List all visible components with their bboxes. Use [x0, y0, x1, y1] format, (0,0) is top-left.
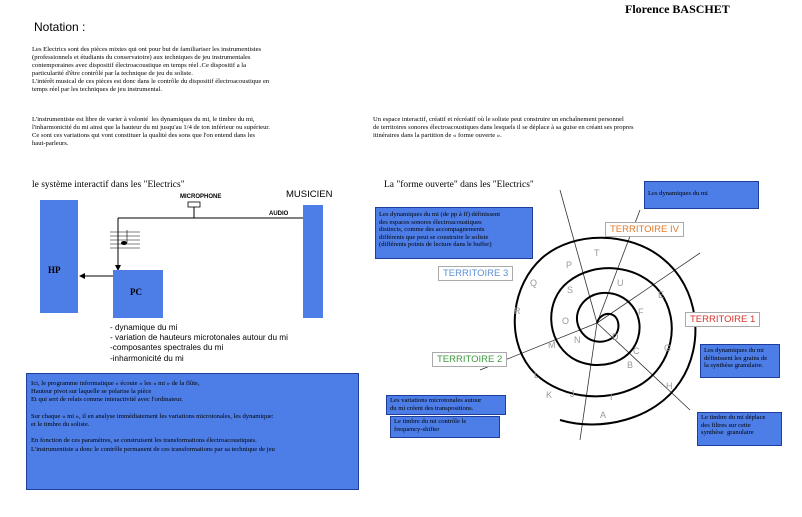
letter-a: A	[600, 410, 607, 420]
letter-l: L	[534, 370, 540, 380]
dynamics-box-top-left: Les dynamiques du mi (de pp à ff) définissent des espaces sonores électroacoustiques distincts, comme des accompagnements différents que peut se construire le soliste (différents points de lecture dans le buffer)	[375, 207, 533, 259]
letter-i: I	[610, 392, 613, 402]
notation-heading: Notation :	[34, 20, 86, 34]
musicien-label: MUSICIEN	[286, 189, 333, 200]
letter-f: F	[638, 307, 644, 317]
instrumentist-paragraph: L'instrumentiste est libre de varier à volonté les dynamiques du mi, le timbre du mi, l'inharmonicité du mi ainsi que la hauteur du mi jusqu'au 1/4 de ton inférieur ou supérieur. Ce sont ces variations qui vont constituer la qualité des sons que l'on entend dans les haut-parleurs.	[32, 116, 270, 148]
letter-d: D	[612, 332, 619, 342]
microphone-label: MICROPHONE	[180, 194, 222, 200]
granular-grains-box: Les dynamiques du mi définissent les grains de la synthèse granulaire.	[700, 344, 780, 378]
program-description-box: Ici, le programme informatique « écoute » les « mi » de la flûte, Hauteur pivot sur laquelle se polarise la pièce Et qui sert de relais comme interactivité avec l'ordinateur. Sur chaque « mi », il en analyse immédiatement les variations microtonales, les dynamique: et le timbre du soliste. En fonction de ces paramètres, se construisent les transformations électroacoustiques. L'instrumentiste a donc le contrôle permanent de ces transformations par sa technique de jeu	[26, 373, 359, 490]
letter-r: R	[514, 306, 521, 316]
letter-n: N	[574, 335, 581, 345]
letter-e: E	[658, 290, 665, 300]
letter-o: O	[562, 316, 570, 326]
letter-k: K	[546, 390, 553, 400]
letter-p: P	[566, 260, 573, 270]
audio-label: AUDIO	[269, 211, 289, 217]
letter-c: C	[633, 346, 640, 356]
letter-j: J	[570, 389, 575, 399]
territory-1-label: TERRITOIRE 1	[685, 312, 760, 327]
pc-label: PC	[130, 287, 142, 297]
frequency-shifter-box: Le timbre du mi contrôle le frequency-shifter	[390, 416, 500, 438]
filters-box: Le timbre du mi déplace des filtres sur cette synthèse granulaire	[697, 412, 782, 446]
letter-t: T	[594, 248, 600, 258]
open-form-title: La "forme ouverte" dans les "Electrics"	[384, 180, 534, 190]
letter-q: Q	[530, 278, 538, 288]
letter-s: S	[567, 285, 574, 295]
dynamics-box-top-right: Les dynamiques du mi	[644, 181, 759, 209]
territory-3-label: TERRITOIRE 3	[438, 266, 513, 281]
territory-2-label: TERRITOIRE 2	[432, 352, 507, 367]
letter-b: B	[627, 360, 634, 370]
open-form-paragraph: Un espace interactif, créatif et récréatif où le soliste peut construire un enchaînement personnel de territoires sonores électroacoustiques dans lesquels il se déplace à sa guise en créant ses propres itinéraires dans la partition de « forme ouverte ».	[373, 116, 634, 140]
letter-h: H	[666, 381, 673, 391]
intro-paragraph: Les Electrics sont des pièces mixtes qui ont pour but de familiariser les instrumentistes (professionnels et étudiants du conservatoire) aux techniques de jeu instrumentales contemporaines avec dispositif électroacoustique en temps réel .Ce dispositif a la particularité d'être contrôlé par la technique de jeu du soliste. L'intérêt musical de ces pièces est donc dans le contrôle du dispositif électroacoustique en temps réel par les techniques de jeu instrumental.	[32, 46, 270, 94]
hp-label: HP	[48, 265, 61, 275]
microtonal-box: Les variations microtonales autour du mi créent des transpositions.	[386, 395, 506, 415]
letter-g: G	[664, 343, 672, 353]
letter-u: U	[617, 278, 624, 288]
territory-4-label: TERRITOIRE IV	[605, 222, 684, 237]
letter-m: M	[548, 340, 556, 350]
parameters-list: - dynamique du mi - variation de hauteurs microtonales autour du mi -composantes spectrales du mi -inharmonicité du mi	[110, 323, 288, 363]
author-name: Florence BASCHET	[625, 2, 730, 16]
interactive-system-title: le système interactif dans les "Electrics"	[32, 180, 185, 190]
